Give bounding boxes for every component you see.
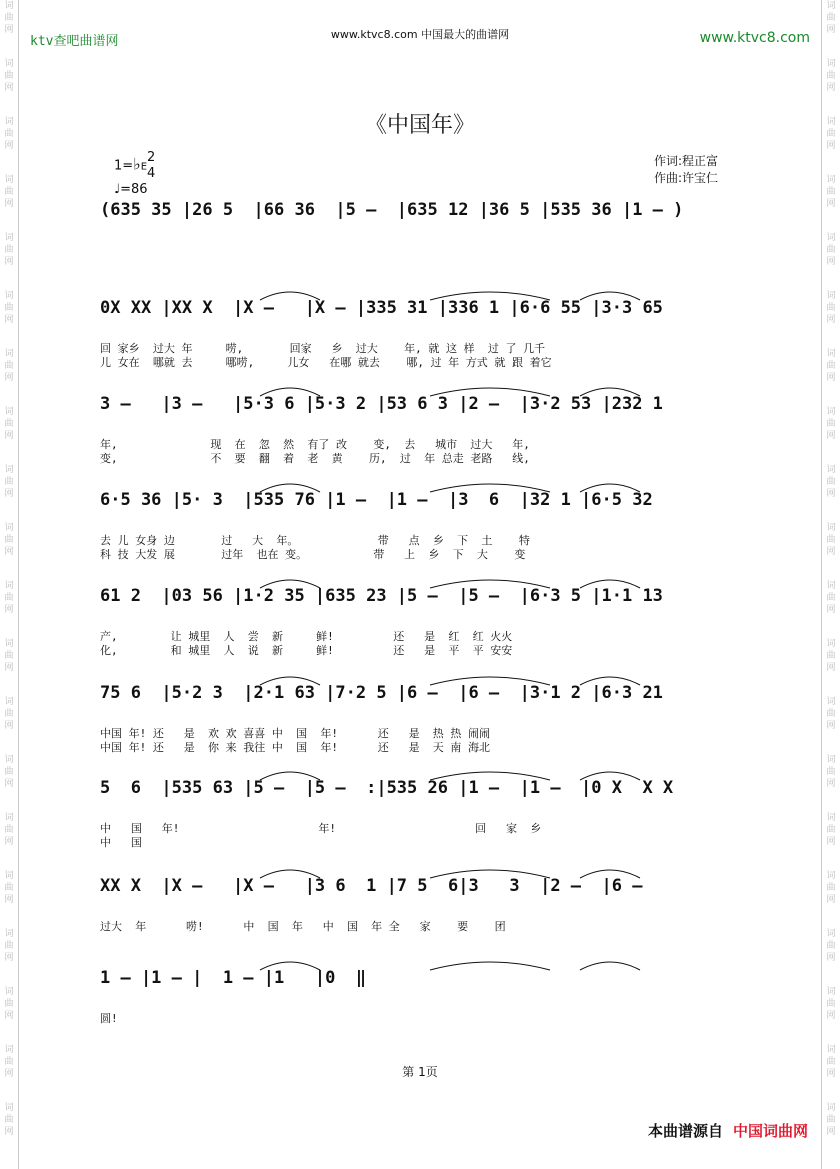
watermark-gap (0, 674, 18, 696)
watermark-glyph: 词 (4, 59, 14, 69)
time-denominator: 4 (147, 166, 156, 181)
watermark-glyph: 网 (4, 663, 14, 673)
site-url-right[interactable]: www.ktvc8.com (699, 30, 810, 46)
composer: 作曲:许宝仁 (654, 171, 719, 185)
watermark-glyph: 曲 (4, 129, 14, 139)
watermark-glyph: 曲 (826, 709, 836, 719)
slur-arcs (100, 284, 760, 304)
watermark-glyph: 曲 (826, 825, 836, 835)
watermark-gap (0, 1138, 18, 1160)
watermark-glyph: 网 (4, 1011, 14, 1021)
lyric-verse-1: 去 儿 女身 边 过 大 年。 带 点 乡 下 土 特 (100, 534, 530, 547)
watermark-glyph: 词 (4, 929, 14, 939)
watermark-glyph: 网 (826, 315, 836, 325)
watermark-glyph: 曲 (826, 13, 836, 23)
lyric-verse-1: 年, 现 在 忽 然 有了 改 变, 去 城市 过大 年, (100, 438, 530, 451)
watermark-glyph: 曲 (826, 999, 836, 1009)
slur-arcs (100, 186, 760, 206)
watermark-glyph: 曲 (4, 999, 14, 1009)
watermark-glyph: 网 (4, 199, 14, 209)
watermark-glyph: 词 (4, 175, 14, 185)
slur-arc (430, 870, 550, 878)
lyricist: 作词:程正富 (654, 154, 719, 168)
watermark-gap (0, 558, 18, 580)
site-banner-center[interactable]: www.ktvc8.com 中国最大的曲谱网 (330, 28, 510, 41)
watermark-glyph: 词 (4, 407, 14, 417)
source-label: 本曲谱源自 (647, 1122, 723, 1140)
watermark-gap (822, 442, 840, 464)
slur-arc (580, 388, 640, 396)
slur-arc (260, 484, 320, 492)
credits (654, 153, 718, 187)
watermark-gap (0, 616, 18, 638)
key-note: E (140, 161, 148, 173)
watermark-glyph: 词 (826, 1045, 836, 1055)
watermark-glyph: 曲 (4, 1057, 14, 1067)
watermark-glyph: 网 (4, 141, 14, 151)
watermark-glyph: 曲 (826, 129, 836, 139)
watermark-gap (822, 964, 840, 986)
watermark-glyph: 词 (826, 929, 836, 939)
watermark-gap (0, 732, 18, 754)
lyric-verse-1: 圆! (100, 1012, 118, 1025)
watermark-glyph: 网 (4, 779, 14, 789)
watermark-gap (822, 500, 840, 522)
watermark-glyph: 词 (4, 581, 14, 591)
watermark-glyph: 词 (826, 1, 836, 11)
watermark-glyph: 词 (826, 175, 836, 185)
watermark-gap (0, 210, 18, 232)
watermark-glyph: 网 (826, 1069, 836, 1079)
watermark-glyph: 曲 (4, 883, 14, 893)
watermark-glyph: 词 (4, 117, 14, 127)
watermark-glyph: 曲 (826, 187, 836, 197)
watermark-gap (0, 500, 18, 522)
watermark-glyph: 曲 (826, 1115, 836, 1125)
watermark-glyph: 词 (826, 871, 836, 881)
source-site-link[interactable]: 中国词曲网 (732, 1122, 808, 1140)
watermark-gap (822, 1080, 840, 1102)
watermark-glyph: 词 (4, 987, 14, 997)
watermark-glyph: 曲 (826, 941, 836, 951)
watermark-glyph: 词 (4, 697, 14, 707)
watermark-glyph: 词 (4, 1103, 14, 1113)
watermark-glyph: 曲 (826, 71, 836, 81)
watermark-glyph: 网 (4, 315, 14, 325)
watermark-glyph: 词 (826, 639, 836, 649)
watermark-glyph: 曲 (4, 71, 14, 81)
watermark-glyph: 词 (4, 813, 14, 823)
note-row: 3 – |3 – |5·3 6 |5·3 2 |53 6 3 |2 – |3·2 53 |232 1 (100, 394, 663, 414)
watermark-glyph: 词 (826, 523, 836, 533)
note-row: 6·5 36 |5· 3 |535 76 |1 – |1 – |3 6 |32 1 |6·5 32 (100, 490, 653, 510)
watermark-glyph: 曲 (4, 825, 14, 835)
watermark-glyph: 曲 (4, 709, 14, 719)
slur-arc (580, 772, 640, 780)
note-row: XX X |X – |X – |3 6 1 |7 5 6|3 3 |2 – |6 – (100, 876, 643, 896)
lyric-verse-2: 中 国 (100, 836, 142, 849)
source-credit (648, 1120, 808, 1141)
watermark-glyph: 网 (4, 1127, 14, 1137)
watermark-gap (0, 268, 18, 290)
watermark-glyph: 曲 (4, 13, 14, 23)
slur-arc (260, 677, 320, 685)
watermark-gap (822, 674, 840, 696)
watermark-gap (822, 1022, 840, 1044)
watermark-glyph: 曲 (4, 593, 14, 603)
watermark-glyph: 词 (826, 117, 836, 127)
slur-arc (430, 388, 550, 396)
tempo-marking: ♩=86 (114, 182, 148, 197)
slur-arcs (100, 954, 760, 974)
watermark-glyph: 网 (826, 141, 836, 151)
slur-arc (430, 292, 550, 300)
watermark-gap (0, 1022, 18, 1044)
lyric-verse-2: 中国 年! 还 是 你 来 我往 中 国 年! 还 是 天 南 海北 (100, 741, 491, 754)
watermark-glyph: 网 (826, 199, 836, 209)
watermark-glyph: 网 (826, 721, 836, 731)
watermark-gap (822, 384, 840, 406)
slur-arc (260, 580, 320, 588)
watermark-glyph: 网 (4, 373, 14, 383)
watermark-glyph: 词 (826, 59, 836, 69)
watermark-glyph: 词 (4, 465, 14, 475)
watermark-glyph: 网 (4, 25, 14, 35)
watermark-glyph: 词 (826, 407, 836, 417)
slur-arcs (100, 380, 760, 400)
slur-arc (260, 772, 320, 780)
slur-arc (430, 677, 550, 685)
lyric-verse-1: 回 家乡 过大 年 唠, 回家 乡 过大 年, 就 这 样 过 了 几千 (100, 342, 546, 355)
page-number: 第 1页 (402, 1065, 438, 1079)
watermark-glyph: 曲 (826, 477, 836, 487)
slur-arc (580, 870, 640, 878)
watermark-glyph: 网 (826, 1011, 836, 1021)
watermark-gap (0, 848, 18, 870)
watermark-glyph: 网 (4, 953, 14, 963)
right-watermark-strip (821, 0, 840, 1169)
watermark-glyph: 网 (826, 895, 836, 905)
watermark-glyph: 网 (826, 605, 836, 615)
watermark-glyph: 词 (4, 1045, 14, 1055)
watermark-glyph: 曲 (826, 361, 836, 371)
watermark-gap (0, 152, 18, 174)
watermark-glyph: 词 (4, 349, 14, 359)
watermark-glyph: 网 (4, 605, 14, 615)
note-row: 61 2 |03 56 |1·2 35 |635 23 |5 – |5 – |6·3 5 |1·1 13 (100, 586, 663, 606)
slur-arc (260, 962, 320, 970)
slur-arcs (100, 862, 760, 882)
slur-arc (260, 870, 320, 878)
watermark-glyph: 曲 (4, 767, 14, 777)
watermark-gap (822, 906, 840, 928)
key-prefix: 1= (114, 158, 134, 174)
watermark-glyph: 网 (4, 1069, 14, 1079)
watermark-glyph: 词 (4, 1, 14, 11)
watermark-gap (0, 1080, 18, 1102)
watermark-glyph: 网 (826, 953, 836, 963)
watermark-glyph: 词 (4, 639, 14, 649)
lyric-verse-2: 变, 不 要 翻 着 老 黄 历, 过 年 总走 老路 线, (100, 452, 530, 465)
watermark-glyph: 网 (4, 83, 14, 93)
watermark-gap (822, 558, 840, 580)
slur-arc (580, 580, 640, 588)
slur-arcs (100, 764, 760, 784)
key-signature (114, 150, 155, 182)
slur-arc (580, 962, 640, 970)
watermark-glyph: 曲 (826, 535, 836, 545)
lyric-verse-1: 产, 让 城里 人 尝 新 鲜! 还 是 红 红 火火 (100, 630, 513, 643)
slur-arc (430, 580, 550, 588)
lyric-verse-2: 科 技 大发 展 过年 也在 变。 带 上 乡 下 大 变 (100, 548, 526, 561)
slur-arc (260, 292, 320, 300)
watermark-glyph: 词 (4, 871, 14, 881)
watermark-glyph: 网 (826, 489, 836, 499)
left-watermark-strip (0, 0, 19, 1169)
slur-arc (580, 677, 640, 685)
watermark-gap (822, 268, 840, 290)
slur-arcs (100, 476, 760, 496)
watermark-glyph: 词 (826, 233, 836, 243)
flat-sign: ♭ (133, 154, 141, 174)
watermark-glyph: 词 (826, 1103, 836, 1113)
watermark-glyph: 网 (826, 25, 836, 35)
watermark-glyph: 词 (826, 813, 836, 823)
watermark-glyph: 曲 (4, 419, 14, 429)
slur-arc (260, 388, 320, 396)
watermark-gap (822, 152, 840, 174)
watermark-glyph: 曲 (826, 767, 836, 777)
watermark-glyph: 曲 (4, 651, 14, 661)
song-title: 《中国年》 (364, 113, 475, 138)
slur-arc (430, 772, 550, 780)
note-row: (635 35 |26 5 |66 36 |5 – |635 12 |36 5 |535 36 |1 – ) (100, 200, 684, 220)
watermark-glyph: 词 (826, 349, 836, 359)
watermark-glyph: 曲 (826, 651, 836, 661)
watermark-gap (0, 326, 18, 348)
watermark-glyph: 网 (826, 663, 836, 673)
watermark-glyph: 词 (826, 291, 836, 301)
watermark-glyph: 词 (826, 755, 836, 765)
watermark-gap (0, 442, 18, 464)
time-numerator: 2 (147, 150, 156, 165)
watermark-glyph: 词 (826, 465, 836, 475)
watermark-glyph: 网 (826, 1127, 836, 1137)
watermark-gap (822, 616, 840, 638)
watermark-glyph: 网 (4, 431, 14, 441)
watermark-glyph: 曲 (4, 303, 14, 313)
note-row: 75 6 |5·2 3 |2·1 63 |7·2 5 |6 – |6 – |3·1 2 |6·3 21 (100, 683, 663, 703)
watermark-glyph: 曲 (4, 361, 14, 371)
slur-arcs (100, 669, 760, 689)
watermark-glyph: 网 (826, 83, 836, 93)
watermark-glyph: 网 (4, 547, 14, 557)
lyric-verse-2: 化, 和 城里 人 说 新 鲜! 还 是 平 平 安安 (100, 644, 513, 657)
watermark-gap (822, 326, 840, 348)
lyric-verse-1: 过大 年 唠! 中 国 年 中 国 年 全 家 要 团 (100, 920, 506, 933)
watermark-gap (822, 210, 840, 232)
note-row: 1 – |1 – | 1 – |1 |0 ‖ (100, 968, 367, 988)
watermark-glyph: 词 (826, 581, 836, 591)
lyric-verse-1: 中 国 年! 年! 回 家 乡 (100, 822, 542, 835)
watermark-glyph: 词 (4, 523, 14, 533)
lyric-verse-1: 中国 年! 还 是 欢 欢 喜喜 中 国 年! 还 是 热 热 闹闹 (100, 727, 491, 740)
watermark-gap (0, 790, 18, 812)
watermark-glyph: 网 (826, 837, 836, 847)
watermark-glyph: 网 (826, 431, 836, 441)
watermark-glyph: 曲 (826, 303, 836, 313)
watermark-glyph: 曲 (826, 883, 836, 893)
slur-arc (430, 484, 550, 492)
watermark-glyph: 词 (4, 233, 14, 243)
watermark-glyph: 网 (4, 837, 14, 847)
watermark-gap (822, 848, 840, 870)
watermark-gap (0, 384, 18, 406)
watermark-gap (822, 790, 840, 812)
slur-arc (580, 292, 640, 300)
watermark-glyph: 网 (826, 257, 836, 267)
watermark-glyph: 曲 (4, 941, 14, 951)
watermark-gap (0, 964, 18, 986)
watermark-glyph: 网 (4, 895, 14, 905)
lyric-verse-2: 儿 女在 哪就 去 哪唠, 儿女 在哪 就去 哪, 过 年 方式 就 跟 着它 (100, 356, 552, 369)
note-row: 0X XX |XX X |X – |X – |335 31 |336 1 |6·6 55 |3·3 65 (100, 298, 663, 318)
watermark-glyph: 网 (826, 547, 836, 557)
watermark-glyph: 网 (4, 257, 14, 267)
site-name-left[interactable]: ktv查吧曲谱网 (30, 34, 119, 49)
watermark-glyph: 曲 (4, 245, 14, 255)
slur-arc (580, 484, 640, 492)
watermark-glyph: 曲 (826, 419, 836, 429)
note-row: 5 6 |535 63 |5 – |5 – :|535 26 |1 – |1 – |0 X X X (100, 778, 674, 798)
watermark-glyph: 曲 (826, 245, 836, 255)
watermark-gap (822, 732, 840, 754)
watermark-gap (822, 1138, 840, 1160)
watermark-glyph: 词 (4, 291, 14, 301)
watermark-glyph: 网 (826, 373, 836, 383)
watermark-glyph: 曲 (4, 1115, 14, 1125)
watermark-glyph: 词 (826, 697, 836, 707)
watermark-glyph: 曲 (4, 477, 14, 487)
slur-arc (430, 962, 550, 970)
watermark-glyph: 网 (4, 489, 14, 499)
time-signature (147, 150, 155, 182)
slur-arcs (100, 572, 760, 592)
watermark-glyph: 词 (826, 987, 836, 997)
watermark-glyph: 网 (826, 779, 836, 789)
watermark-gap (0, 906, 18, 928)
watermark-glyph: 曲 (4, 535, 14, 545)
watermark-glyph: 曲 (4, 187, 14, 197)
watermark-glyph: 曲 (826, 1057, 836, 1067)
watermark-glyph: 网 (4, 721, 14, 731)
watermark-glyph: 曲 (826, 593, 836, 603)
watermark-glyph: 词 (4, 755, 14, 765)
